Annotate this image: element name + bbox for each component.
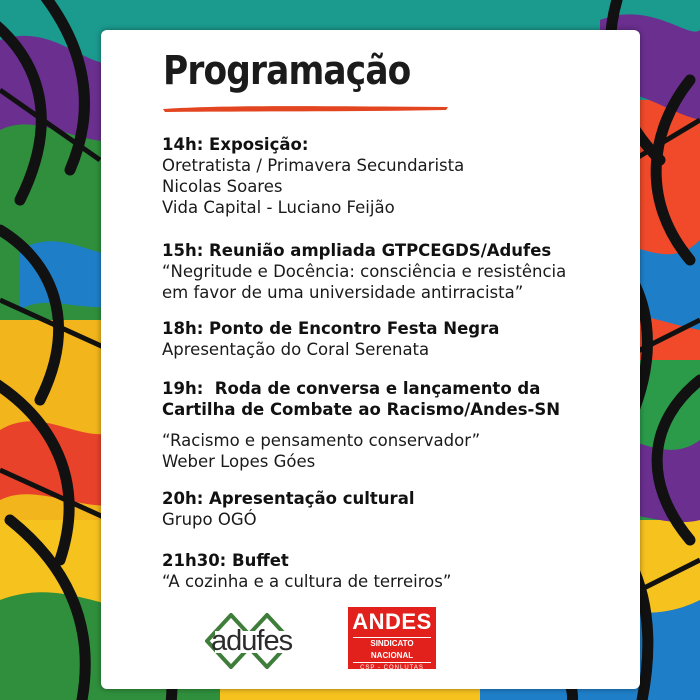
schedule-line: Vida Capital - Luciano Feijão — [162, 198, 395, 217]
schedule-heading: 20h: Apresentação cultural — [162, 489, 415, 508]
adufes-wordmark: adufes — [211, 625, 293, 657]
andes-wordmark: ANDES — [352, 609, 432, 634]
schedule-item-15h — [162, 240, 566, 303]
schedule-item-18h — [162, 318, 499, 360]
schedule-line: Oretratista / Primavera Secundarista — [162, 156, 465, 175]
schedule-item-14h — [162, 134, 464, 218]
andes-affiliation: CSP - CONLUTAS — [360, 665, 424, 671]
page-title: Programação — [163, 48, 411, 94]
program-card — [101, 30, 640, 689]
schedule-line: em favor de uma universidade antirracista” — [162, 283, 524, 302]
schedule-heading: 18h: Ponto de Encontro Festa Negra — [162, 319, 500, 338]
schedule-line: Grupo OGÓ — [162, 510, 257, 529]
schedule-heading: 19h: Roda de conversa e lançamento da — [162, 379, 541, 398]
schedule-heading: 14h: Exposição: — [162, 135, 309, 154]
adufes-logo — [205, 613, 315, 669]
andes-subtitle: SINDICATO NACIONAL — [353, 637, 431, 663]
brush-underline — [163, 103, 448, 113]
schedule-heading-continued: Cartilha de Combate ao Racismo/Andes-SN — [162, 400, 561, 419]
schedule-item-21h30 — [162, 550, 451, 592]
schedule-line: “Negritude e Docência: consciência e resistência — [162, 262, 567, 281]
schedule-heading: 15h: Reunião ampliada GTPCEGDS/Adufes — [162, 241, 552, 260]
schedule-line: Apresentação do Coral Serenata — [162, 340, 430, 359]
schedule-item-19h — [162, 378, 560, 472]
andes-logo — [348, 607, 436, 669]
schedule-heading: 21h30: Buffet — [162, 551, 289, 570]
schedule-line: “A cozinha e a cultura de terreiros” — [162, 572, 452, 591]
footer-logos — [101, 605, 640, 675]
schedule-line: Weber Lopes Góes — [162, 452, 316, 471]
schedule-line: “Racismo e pensamento conservador” — [162, 431, 481, 450]
schedule-line: Nicolas Soares — [162, 177, 283, 196]
schedule-item-20h — [162, 488, 414, 530]
